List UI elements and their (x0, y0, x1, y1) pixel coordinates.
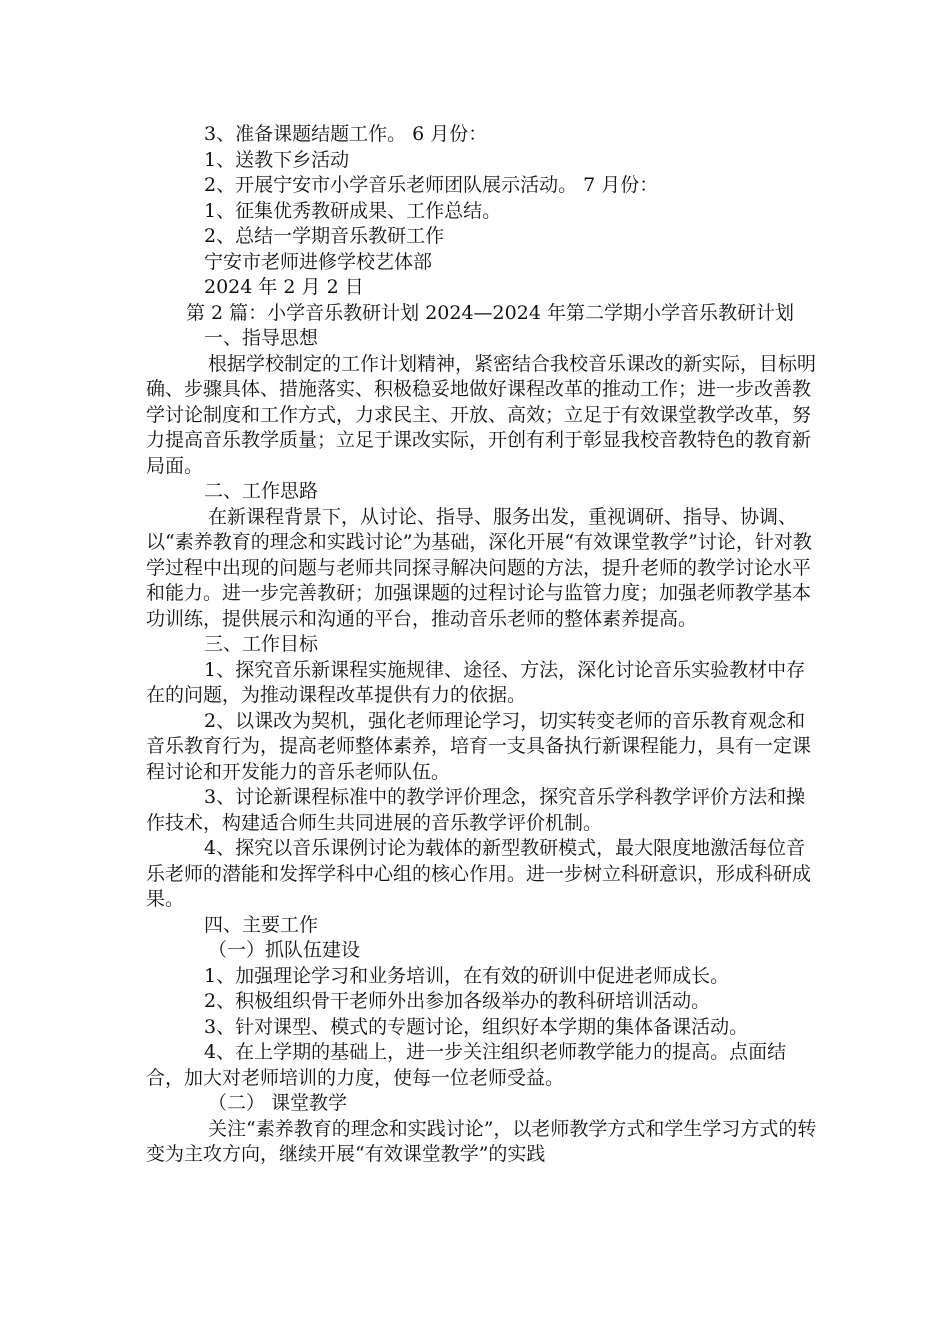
paragraph: 3、讨论新课程标准中的教学评价理念，探究音乐学科教学评价方法和操作技术，构建适合师生共同进展的音乐教学评价机制。 (146, 786, 806, 834)
text-line: 2、开展宁安市小学音乐老师团队展示活动。 7 月份： (204, 174, 659, 196)
signature-date: 2024 年 2 月 2 日 (204, 276, 364, 298)
paragraph: 2、以课改为契机，强化老师理论学习，切实转变老师的音乐教育观念和音乐教育行为，提高老师整体素养，培育一支具备执行新课程能力，具有一定课程讨论和开发能力的音乐老师队伍。 (146, 709, 812, 783)
text-line: 2、总结一学期音乐教研工作 (204, 225, 445, 247)
paragraph: 1、探究音乐新课程实施规律、途径、方法，深化讨论音乐实验教材中存在的问题，为推动课程改革提供有力的依据。 (146, 658, 806, 706)
section-heading: 四、主要工作 (204, 913, 319, 936)
text-line: 1、送教下乡活动 (204, 148, 350, 171)
document-body (146, 122, 822, 1168)
paragraph: 3、针对课型、模式的专题讨论，组织好本学期的集体备课活动。 (204, 1015, 749, 1038)
subsection-heading: （一）抓队伍建设 (208, 939, 361, 961)
paragraph: 根据学校制定的工作计划精神，紧密结合我校音乐课改的新实际，目标明确、步骤具体、措施落实、积极稳妥地做好课程改革的推动工作；进一步改善教学讨论制度和工作方式，力求民主、开放、高效；立足于有效课堂教学改革，努力提高音乐教学质量；立足于课改实际，开创有利于彰显我校音教特色的教育新局面。 (146, 352, 817, 477)
article-title: 第 2 篇：小学音乐教研计划 2024—2024 年第二学期小学音乐教研计划 (186, 301, 794, 324)
paragraph: 2、积极组织骨干老师外出参加各级举办的教科研培训活动。 (204, 990, 711, 1012)
section-heading: 三、工作目标 (204, 633, 319, 655)
paragraph: 在新课程背景下，从讨论、指导、服务出发，重视调研、指导、协调、以“素养教育的理念和实践讨论”为基础，深化开展“有效课堂教学”讨论，针对教学过程中出现的问题与老师共同探寻解决问题的方法，提升老师的教学讨论水平和能力。进一步完善教研；加强课题的过程讨论与监管力度；加强老师教学基本功训练，提供展示和沟通的平台，推动音乐老师的整体素养提高。 (146, 505, 812, 630)
paragraph: 4、在上学期的基础上，进一步关注组织老师教学能力的提高。点面结合，加大对老师培训的力度，使每一位老师受益。 (146, 1041, 787, 1089)
section-heading: 一、指导思想 (204, 327, 319, 349)
paragraph: 关注“素养教育的理念和实践讨论”，以老师教学方式和学生学习方式的转变为主攻方向，继续开展“有效课堂教学”的实践 (146, 1117, 817, 1165)
subsection-heading: （二） 课堂教学 (208, 1092, 348, 1114)
text-line: 1、征集优秀教研成果、工作总结。 (204, 199, 502, 222)
text-line: 3、准备课题结题工作。 6 月份： (204, 123, 488, 145)
paragraph: 4、探究以音乐课例讨论为载体的新型教研模式，最大限度地激活每位音乐老师的潜能和发挥学科中心组的核心作用。进一步树立科研意识，形成科研成果。 (146, 837, 812, 910)
signature-org: 宁安市老师进修学校艺体部 (204, 250, 433, 273)
section-heading: 二、工作思路 (204, 480, 319, 502)
paragraph: 1、加强理论学习和业务培训，在有效的研训中促进老师成长。 (204, 964, 730, 987)
